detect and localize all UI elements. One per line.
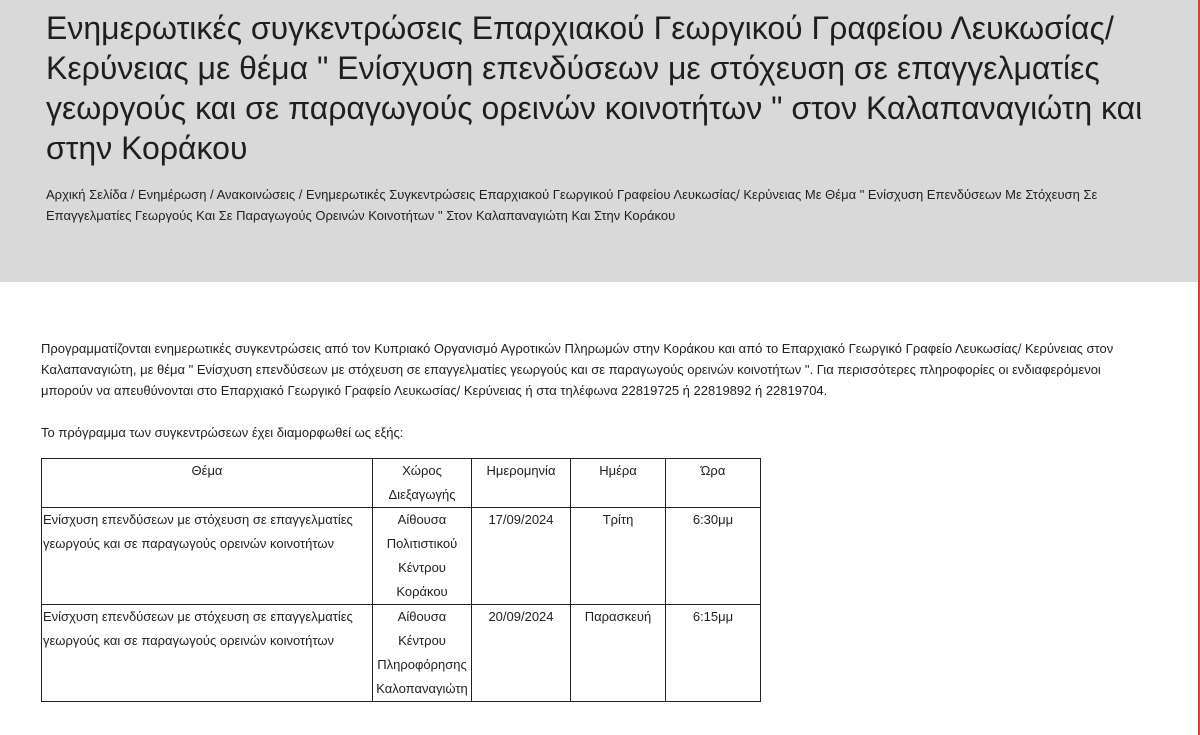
cell-day: Παρασκευή <box>571 605 666 702</box>
breadcrumb-current: Ενημερωτικές Συγκεντρώσεις Επαρχιακού Γεωργικού Γραφείου Λευκωσίας/ Κερύνειας Με Θέμα " Ενίσχυση Επενδύσεων Με Στόχευση Σε Επαγγελματίες Γεωργούς Και Σε Παραγωγούς Ορεινών Κοινοτήτων " Στον Καλαπαναγιώτη Και Στην Κοράκου <box>46 187 1098 223</box>
breadcrumb-news-link[interactable]: Ενημέρωση <box>137 187 207 202</box>
cell-topic: Ενίσχυση επενδύσεων με στόχευση σε επαγγελματίες γεωργούς και σε παραγωγούς ορεινών κοινοτήτων <box>42 508 373 605</box>
cell-venue: Αίθουσα Κέντρου Πληροφόρησης Καλοπαναγιώτη <box>373 605 472 702</box>
breadcrumb-separator: / <box>127 187 138 202</box>
header-day: Ημέρα <box>571 459 666 508</box>
breadcrumb-announcements-link[interactable]: Ανακοινώσεις <box>216 187 296 202</box>
breadcrumb <box>46 184 1166 226</box>
table-header-row <box>42 459 761 508</box>
page-title: Ενημερωτικές συγκεντρώσεις Επαρχιακού Γεωργικού Γραφείου Λευκωσίας/ Κερύνειας με θέμα " Ενίσχυση επενδύσεων με στόχευση σε επαγγελματίες γεωργούς και σε παραγωγούς ορεινών κοινοτήτων " στον Καλαπαναγιώτη και στην Κοράκου <box>46 10 1143 166</box>
cell-time: 6:30μμ <box>666 508 761 605</box>
breadcrumb-home-link[interactable]: Αρχική Σελίδα <box>46 187 128 202</box>
cell-date: 20/09/2024 <box>472 605 571 702</box>
schedule-table <box>41 458 761 702</box>
header-date: Ημερομηνία <box>472 459 571 508</box>
table-row <box>42 605 761 702</box>
intro-paragraph: Προγραμματίζονται ενημερωτικές συγκεντρώσεις από τον Κυπριακό Οργανισμό Αγροτικών Πληρωμών στην Κοράκου και από το Επαρχιακό Γεωργικό Γραφείο Λευκωσίας/ Κερύνειας στον Καλαπαναγιώτη, με θέμα " Ενίσχυση επενδύσεων με στόχευση σε επαγγελματίες γεωργούς και σε παραγωγούς ορεινών κοινοτήτων ". Για περισσότερες πληροφορίες οι ενδιαφερόμενοι μπορούν να απευθύνονται στο Επαρχιακό Γεωργικό Γραφείο Λευκωσίας/ Κερύνειας ή στα τηλέφωνα 22819725 ή 22819892 ή 22819704. <box>41 341 1114 398</box>
cell-venue: Αίθουσα Πολιτιστικού Κέντρου Κοράκου <box>373 508 472 605</box>
breadcrumb-separator: / <box>295 187 306 202</box>
main-content <box>0 282 1198 702</box>
cell-time: 6:15μμ <box>666 605 761 702</box>
cell-day: Τρίτη <box>571 508 666 605</box>
header-time: Ώρα <box>666 459 761 508</box>
cell-date: 17/09/2024 <box>472 508 571 605</box>
schedule-label: Το πρόγραμμα των συγκεντρώσεων έχει διαμορφωθεί ως εξής: <box>41 425 404 440</box>
header-venue: Χώρος Διεξαγωγής <box>373 459 472 508</box>
page-header <box>0 0 1198 282</box>
header-topic: Θέμα <box>42 459 373 508</box>
breadcrumb-separator: / <box>206 187 217 202</box>
table-row <box>42 508 761 605</box>
cell-topic: Ενίσχυση επενδύσεων με στόχευση σε επαγγελματίες γεωργούς και σε παραγωγούς ορεινών κοινοτήτων <box>42 605 373 702</box>
